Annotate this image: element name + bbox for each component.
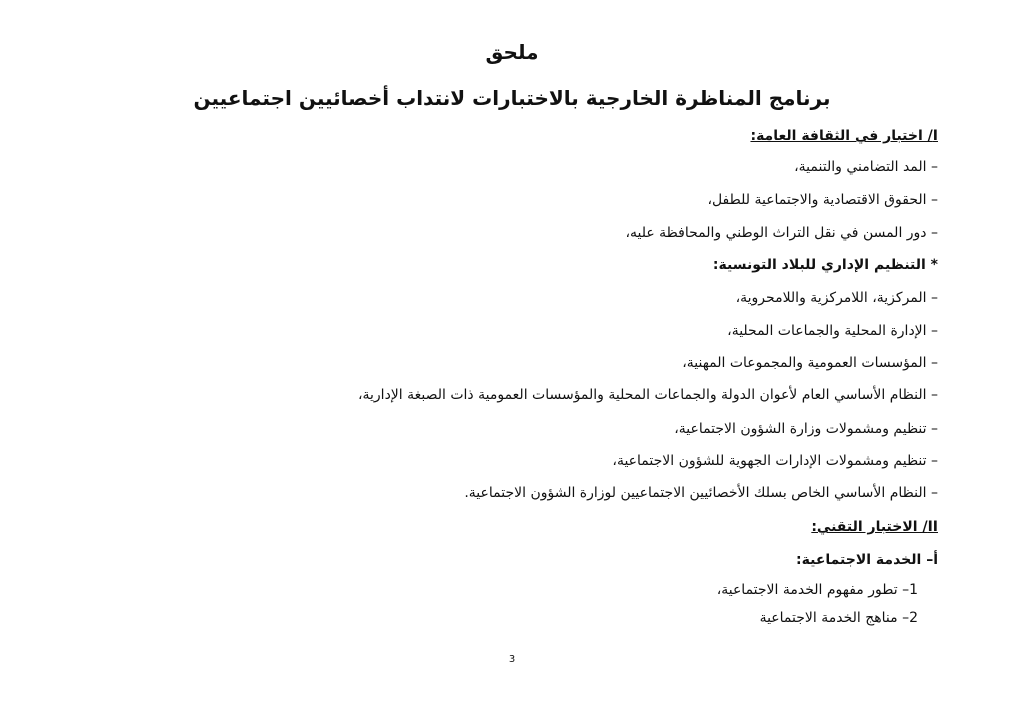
section2-item: 1– تطور مفهوم الخدمة الاجتماعية، bbox=[716, 582, 918, 598]
section1-heading: I/ اختبار في الثقافة العامة: bbox=[750, 128, 938, 144]
section1-subheading: * التنظيم الإداري للبلاد التونسية: bbox=[712, 257, 938, 273]
section2-heading: II/ الاختبار التقني: bbox=[811, 519, 938, 535]
page-subtitle: برنامج المناظرة الخارجية بالاختبارات لانتداب أخصائيين اجتماعيين bbox=[193, 86, 831, 110]
section1-item: – المد التضامني والتنمية، bbox=[794, 159, 938, 175]
section1-subitem: – الإدارة المحلية والجماعات المحلية، bbox=[727, 323, 938, 339]
section2-item: 2– مناهج الخدمة الاجتماعية bbox=[759, 610, 918, 626]
section1-item: – دور المسن في نقل التراث الوطني والمحافظة عليه، bbox=[625, 225, 938, 241]
section1-subitem: – النظام الأساسي العام لأعوان الدولة والجماعات المحلية والمؤسسات العمومية ذات الصبغة الإدارية، bbox=[358, 387, 938, 403]
section1-subitem: – تنظيم ومشمولات وزارة الشؤون الاجتماعية، bbox=[674, 421, 938, 437]
section1-subitem: – النظام الأساسي الخاص بسلك الأخصائيين الاجتماعيين لوزارة الشؤون الاجتماعية. bbox=[464, 485, 938, 501]
section1-subitem: – المؤسسات العمومية والمجموعات المهنية، bbox=[682, 355, 938, 371]
section1-subitem: – المركزية، اللامركزية واللامحروية، bbox=[735, 290, 938, 306]
page-number: 3 bbox=[508, 654, 516, 665]
page-title: ملحق bbox=[485, 40, 539, 64]
section1-subitem: – تنظيم ومشمولات الإدارات الجهوية للشؤون الاجتماعية، bbox=[612, 453, 938, 469]
section2-subheading: أ– الخدمة الاجتماعية: bbox=[796, 552, 938, 568]
section1-item: – الحقوق الاقتصادية والاجتماعية للطفل، bbox=[707, 192, 938, 208]
